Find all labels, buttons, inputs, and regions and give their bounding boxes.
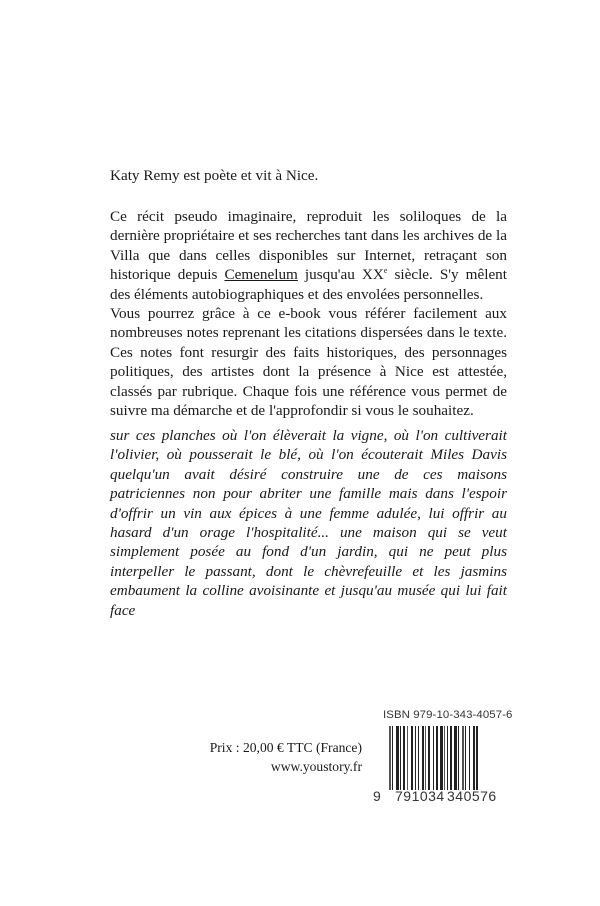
barcode-bar	[428, 726, 430, 790]
barcode-bar	[411, 726, 413, 790]
isbn-barcode	[367, 709, 512, 806]
barcode-bar	[465, 726, 466, 790]
cemenelum-link[interactable]: Cemenelum	[224, 266, 298, 284]
barcode-bar	[396, 726, 399, 790]
barcode-bar	[425, 726, 426, 790]
barcode-bar	[450, 726, 452, 790]
barcode-bar	[454, 726, 457, 790]
summary-text: Ce récit pseudo imaginaire, reproduit les soliloques de la dernière propriétaire et ses recherches tant dans les archives de la Villa que dans celles disponibles sur Internet, retraçant son historique depuis	[110, 208, 507, 284]
barcode-bar	[440, 726, 443, 790]
barcode-bar	[433, 726, 434, 790]
barcode-bar	[462, 726, 464, 790]
barcode-bar	[473, 726, 475, 790]
barcode-bar	[447, 726, 448, 790]
barcode-bar	[458, 726, 459, 790]
isbn-label: ISBN 979-10-343-4057-6	[383, 709, 513, 721]
barcode-bar	[415, 726, 416, 790]
publisher-website[interactable]: www.youstory.fr	[270, 759, 362, 774]
barcode-bar	[389, 726, 391, 790]
barcode-bars	[389, 726, 497, 790]
summary-paragraph-2: Vous pourrez grâce à ce e-book vous référer facilement aux nombreuses notes reprenant les citations dispersées dans le texte. Ces notes font resurgir des faits historiques, des personnages politiques, des artistes dont la présence à Nice est attestée, classés par rubrique. Chaque fois une référence vous permet de suivre ma démarche et de l'approfondir si vous le souhaitez.	[110, 305, 507, 420]
barcode-bar	[392, 726, 393, 790]
barcode-bar	[418, 726, 419, 790]
barcode-bar	[469, 726, 470, 790]
summary-paragraph-1	[110, 207, 507, 304]
barcode-bar	[400, 726, 401, 790]
author-line: Katy Remy est poète et vit à Nice.	[110, 167, 319, 184]
barcode-bar	[476, 726, 478, 790]
summary-text: jusqu'au XX	[297, 266, 384, 284]
barcode-bar	[436, 726, 438, 790]
barcode-digits-left: 791034	[395, 788, 445, 804]
barcode-bar	[444, 726, 445, 790]
barcode-bar	[407, 726, 408, 790]
century-superscript: e	[383, 266, 388, 276]
price-label: Prix : 20,00 € TTC (France)	[209, 740, 362, 755]
barcode-bar	[422, 726, 424, 790]
barcode-bar	[403, 726, 405, 790]
price-block	[200, 738, 362, 776]
barcode-digits-right: 340576	[447, 788, 497, 804]
barcode-digit-first: 9	[373, 788, 381, 804]
summary-text: siècle. S'y mêlent des éléments autobiographiques et des envolées personnelles.	[110, 266, 507, 303]
book-summary	[110, 207, 507, 420]
excerpt-quote: sur ces planches où l'on élèverait la vigne, où l'on cultiverait l'olivier, où pousserait le blé, où l'on écouterait Miles Davis quelqu'un avait désiré construire une de ces maisons patriciennes non pour abriter une famille mais dans l'espoir d'offrir un vin aux épices à une femme adulée, lui offrir au hasard d'un orage l'hospitalité... une maison qui se veut simplement posée au fond d'un jardin, qui ne peut plus interpeller le passant, dont le chèvrefeuille et les jasmins embaument la colline avoisinante et jusqu'au musée qui lui fait face	[110, 427, 507, 619]
